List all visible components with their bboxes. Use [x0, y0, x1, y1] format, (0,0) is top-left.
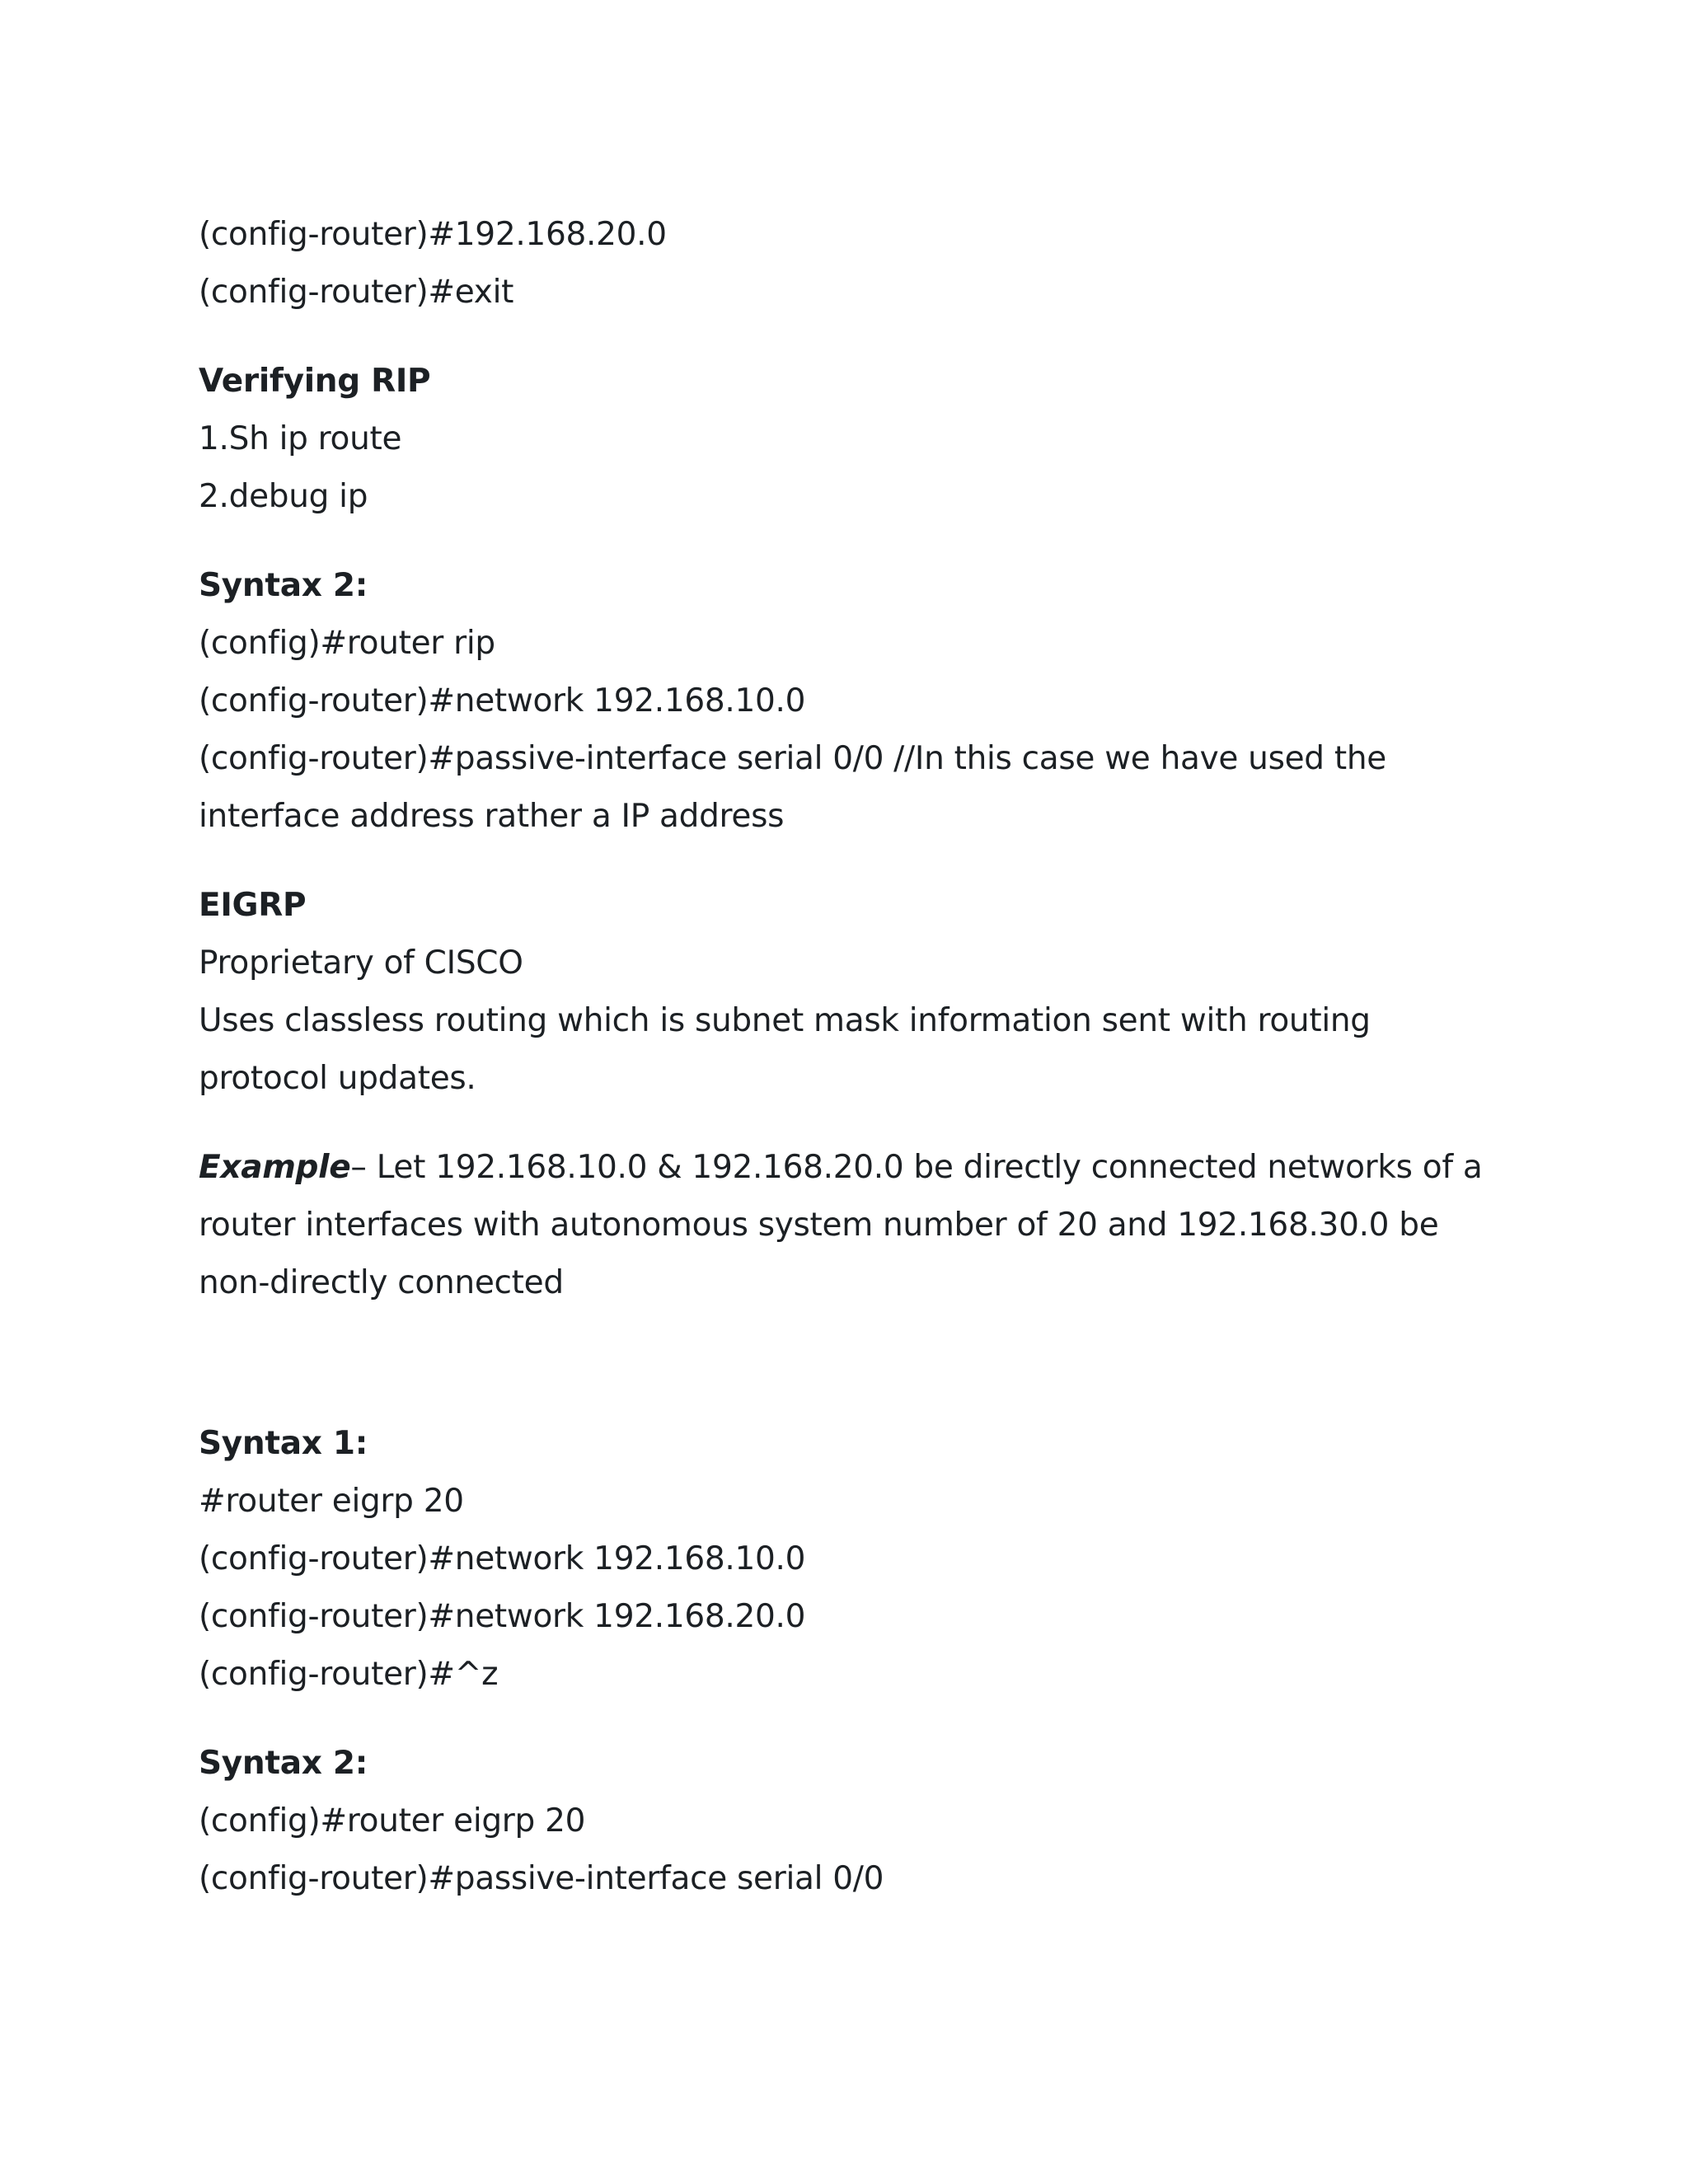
eigrp-heading: EIGRP — [199, 887, 307, 924]
verify-item-1: 1.Sh ip route — [199, 420, 402, 457]
rip-syntax2-heading: Syntax 2: — [199, 567, 368, 604]
page-content — [199, 206, 1501, 1908]
eigrp-syntax1-line-4: (config-router)#^z — [199, 1656, 499, 1693]
eigrp-syntax2-line-1: (config)#router eigrp 20 — [199, 1802, 586, 1840]
rip-syntax2-line-2: (config-router)#network 192.168.10.0 — [199, 682, 806, 719]
verifying-rip-heading: Verifying RIP — [199, 363, 431, 400]
rip-syntax2-passive-line: (config-router)#passive-interface serial 0/0 //In this case we have used the interface address rather a IP address — [199, 740, 1386, 835]
eigrp-classless-line: Uses classless routing which is subnet mask information sent with routing protocol updates. — [199, 1002, 1371, 1097]
eigrp-syntax2-line-2: (config-router)#passive-interface serial 0/0 — [199, 1860, 884, 1897]
example-text: – Let 192.168.10.0 & 192.168.20.0 be directly connected networks of a router interfaces with autonomous system number of 20 and 192.168.30.0 be non-directly connected — [199, 1149, 1483, 1301]
rip-network-line: (config-router)#192.168.20.0 — [199, 216, 667, 253]
example-label: Example — [199, 1149, 351, 1186]
eigrp-syntax1-line-1: #router eigrp 20 — [199, 1483, 464, 1520]
eigrp-syntax1-line-3: (config-router)#network 192.168.20.0 — [199, 1598, 806, 1635]
rip-syntax2-line-1: (config)#router rip — [199, 625, 495, 662]
verify-item-2: 2.debug ip — [199, 478, 368, 515]
eigrp-syntax1-line-2: (config-router)#network 192.168.10.0 — [199, 1540, 806, 1577]
rip-exit-line: (config-router)#exit — [199, 274, 514, 311]
example-paragraph — [199, 1139, 1501, 1312]
eigrp-syntax2-heading: Syntax 2: — [199, 1745, 368, 1782]
eigrp-proprietary-line: Proprietary of CISCO — [199, 944, 523, 982]
eigrp-syntax1-heading: Syntax 1: — [199, 1425, 368, 1462]
